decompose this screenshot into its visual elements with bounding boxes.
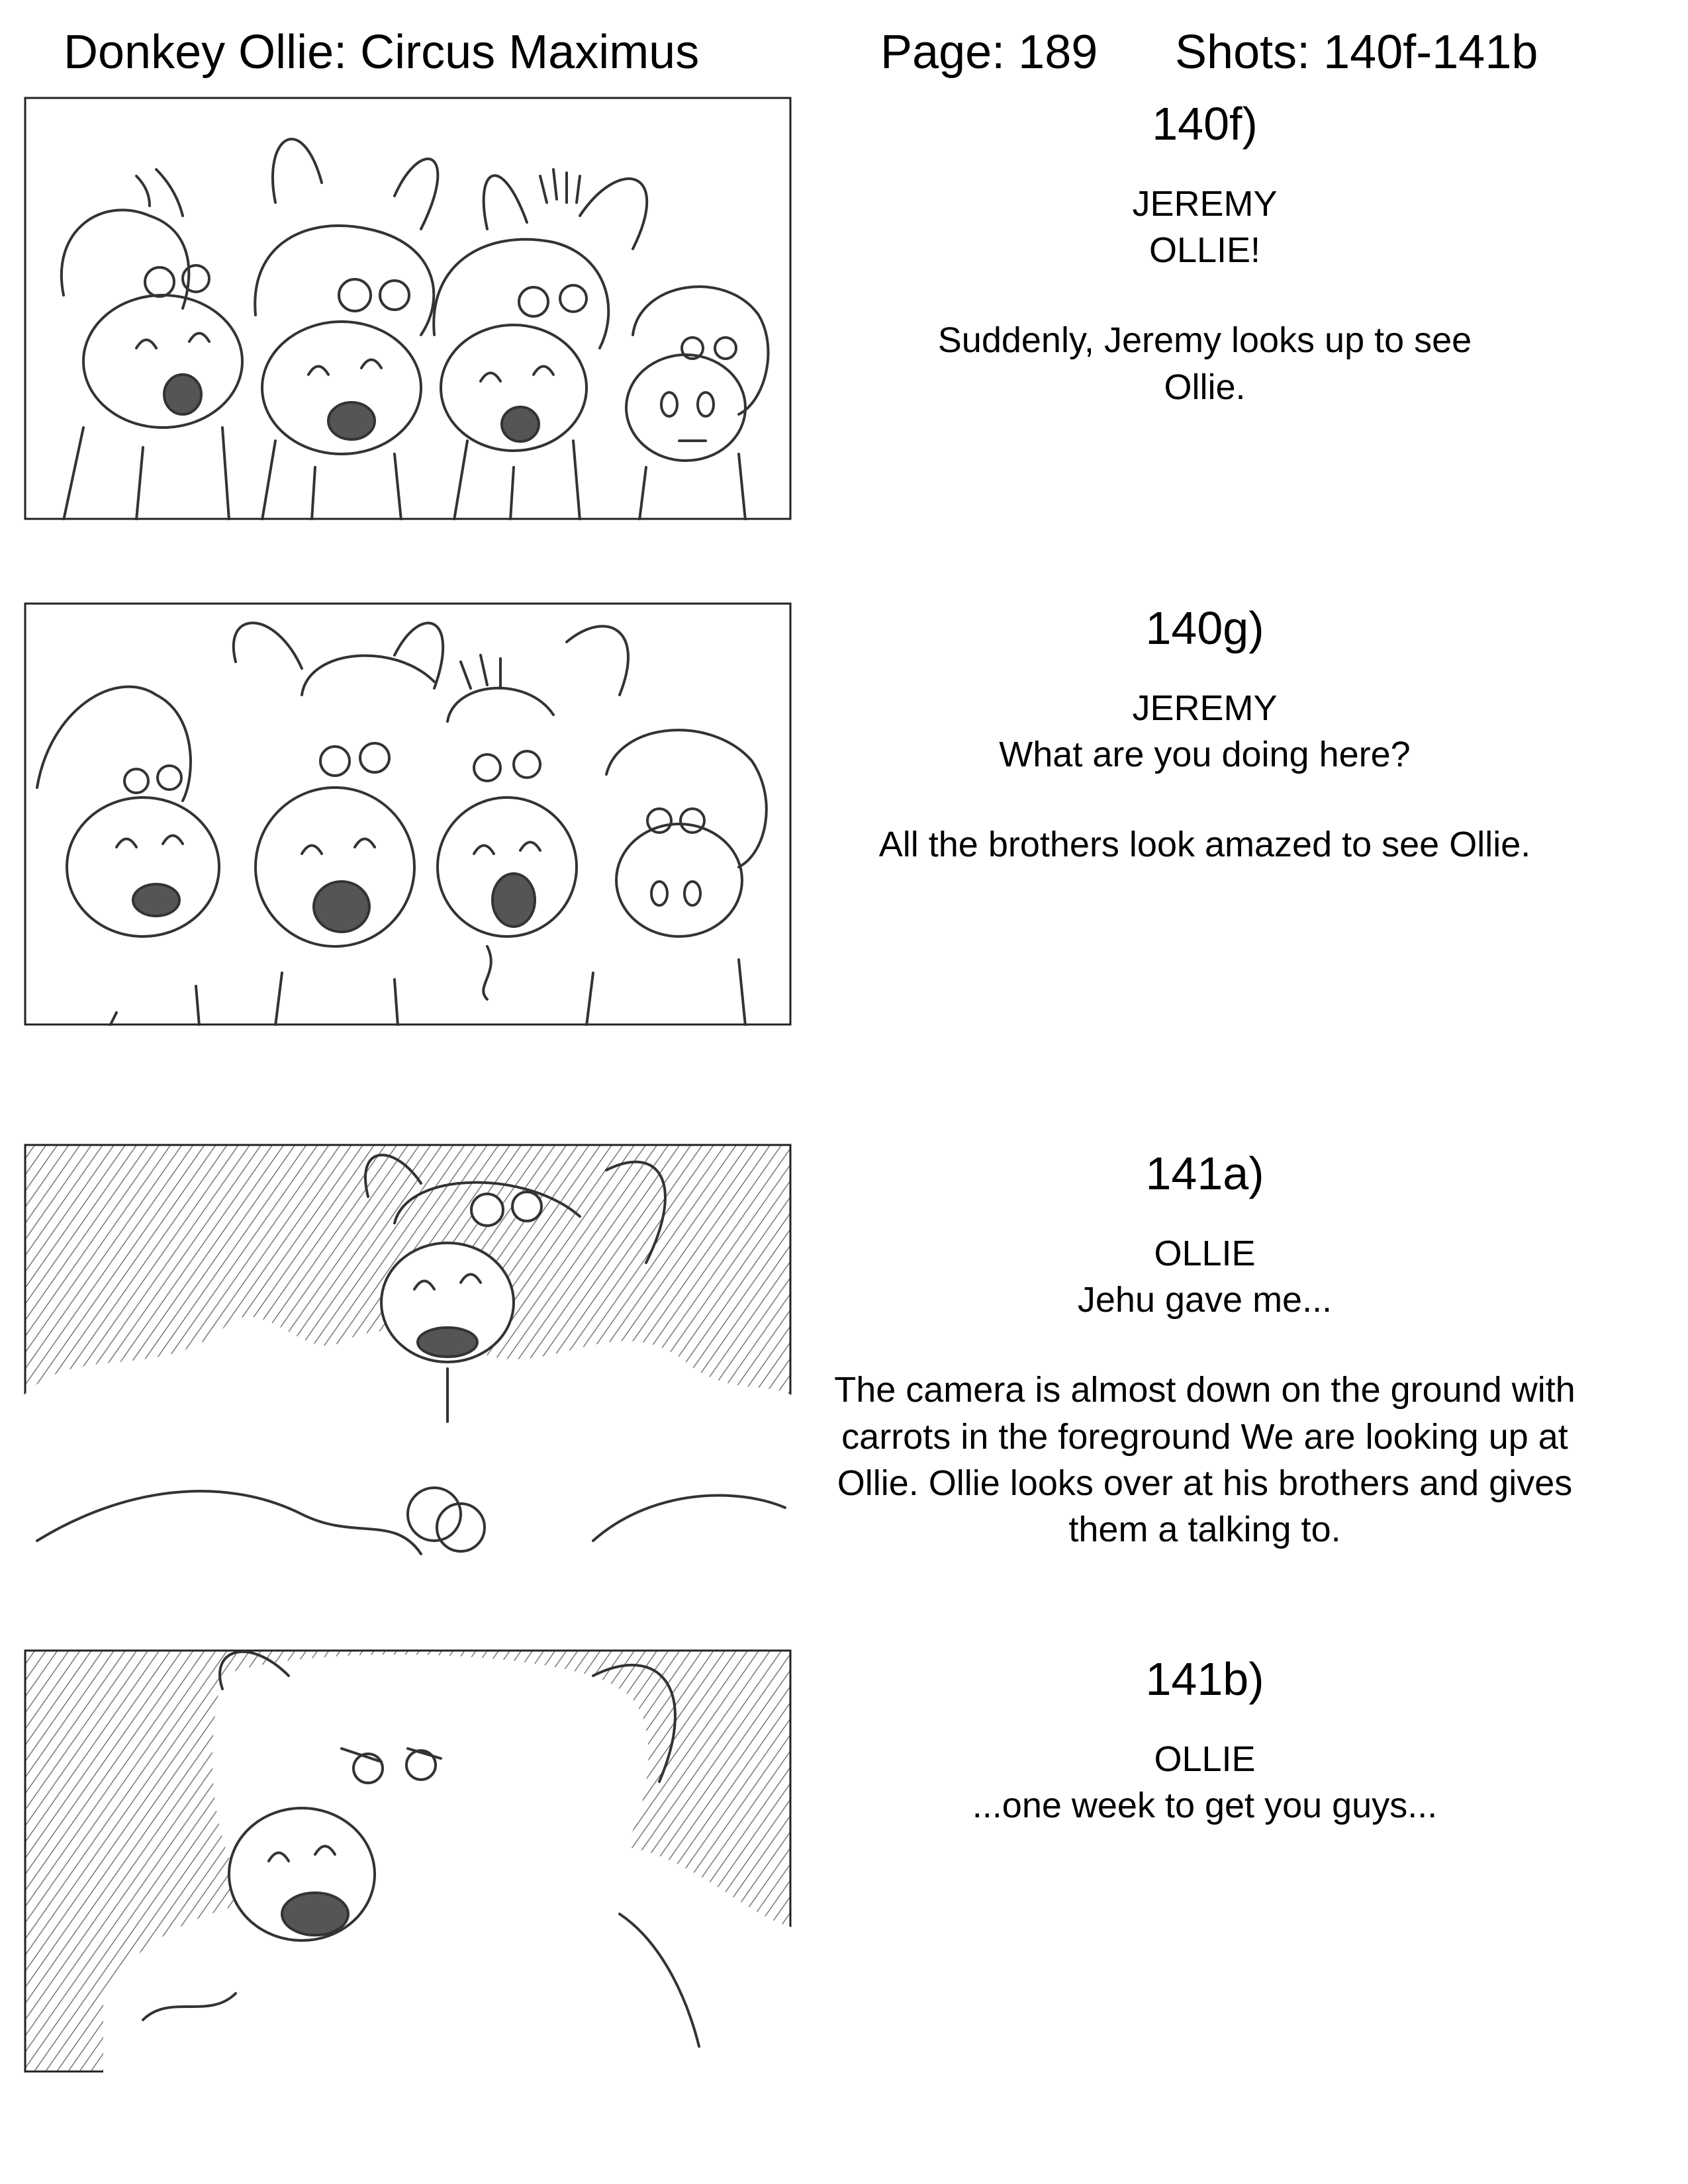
shot-number: 141b) bbox=[1145, 1653, 1264, 1705]
character-name: OLLIE bbox=[1154, 1739, 1256, 1779]
panel-description-140g bbox=[808, 598, 1602, 868]
character-name: OLLIE bbox=[1154, 1234, 1256, 1273]
dialogue-line: Jehu gave me... bbox=[1077, 1280, 1333, 1320]
dialogue-line: What are you doing here? bbox=[999, 735, 1411, 775]
sketch-donkey-brothers-amazed bbox=[24, 602, 792, 1026]
sketch-donkey-brothers-surprised bbox=[24, 97, 792, 520]
panel-description-141a bbox=[808, 1144, 1602, 1553]
character-name: JEREMY bbox=[1132, 184, 1278, 224]
action-description: The camera is almost down on the ground with carrots in the foreground We are looking up at Ollie. Ollie looks over at his brothers and gives them a talking to. bbox=[834, 1370, 1575, 1549]
storyboard-panel-141a bbox=[24, 1144, 792, 1567]
action-description: All the brothers look amazed to see Ollie. bbox=[878, 825, 1531, 865]
storyboard-panel-141b bbox=[24, 1649, 792, 2073]
panel-description-140f bbox=[808, 94, 1602, 410]
panel-description-141b bbox=[808, 1649, 1602, 1829]
sketch-ollie-close-up-scolding bbox=[24, 1649, 792, 2073]
dialogue-line: ...one week to get you guys... bbox=[972, 1786, 1438, 1826]
storyboard-title: Donkey Ollie: Circus Maximus bbox=[64, 26, 700, 79]
dialogue-line: OLLIE! bbox=[1149, 230, 1261, 271]
action-description: Suddenly, Jeremy looks up to see Ollie. bbox=[937, 320, 1472, 407]
sketch-ollie-low-angle-with-carrots bbox=[24, 1144, 792, 1567]
page-number: Page: 189 bbox=[880, 26, 1098, 79]
shot-number: 141a) bbox=[1145, 1148, 1264, 1199]
character-name: JEREMY bbox=[1132, 688, 1278, 728]
shot-number: 140f) bbox=[1152, 98, 1258, 150]
storyboard-panel-140g bbox=[24, 602, 792, 1026]
shot-number: 140g) bbox=[1145, 602, 1264, 654]
shot-range: Shots: 140f-141b bbox=[1175, 26, 1538, 79]
storyboard-panel-140f bbox=[24, 97, 792, 520]
